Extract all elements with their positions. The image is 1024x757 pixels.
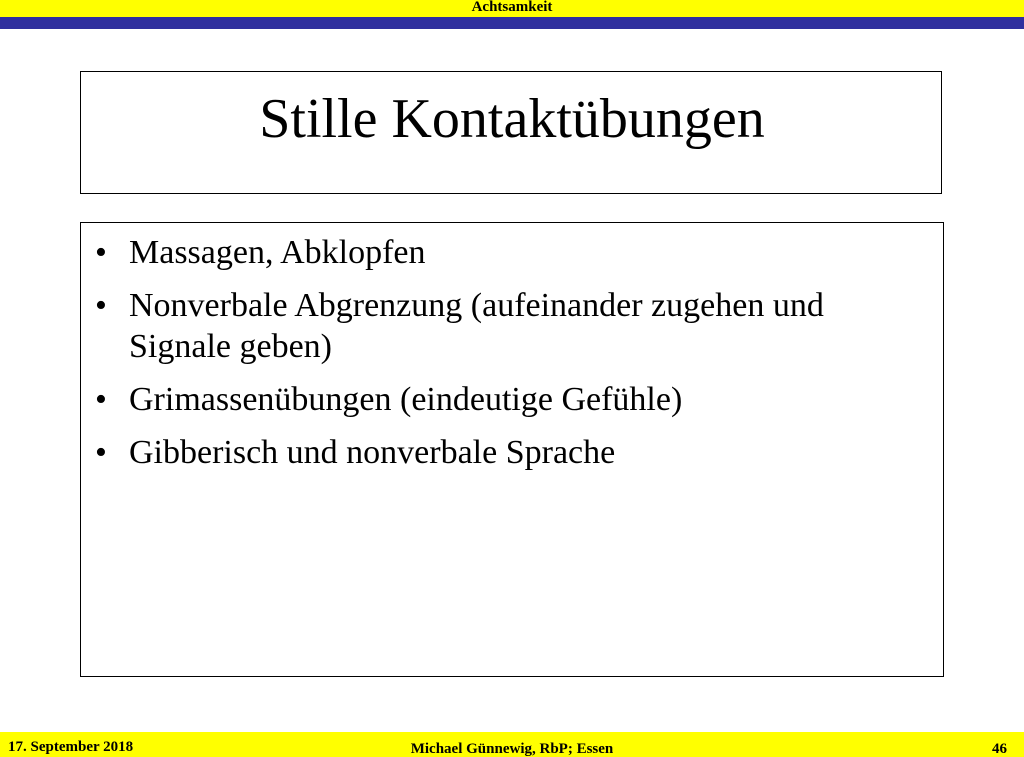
bullet-icon: • — [95, 234, 107, 271]
footer-date: 17. September 2018 — [8, 739, 134, 755]
bullet-text: Grimassenübungen (eindeutige Gefühle) — [129, 381, 683, 418]
header-rule — [0, 17, 1024, 29]
bullet-text: Massagen, Abklopfen — [129, 234, 426, 271]
bullet-text: Nonverbale Abgrenzung (aufeinander zugehen und Signale geben) — [129, 287, 824, 365]
slide-title: Stille Kontaktübungen — [259, 88, 765, 150]
bullet-item — [84, 285, 924, 367]
bullet-text: Gibberisch und nonverbale Sprache — [129, 434, 616, 471]
bullet-item — [84, 232, 924, 273]
footer-page-number: 46 — [992, 741, 1007, 757]
header-label: Achtsamkeit — [471, 0, 553, 15]
bullet-icon: • — [95, 381, 107, 418]
footer-author: Michael Günnewig, RbP; Essen — [410, 741, 614, 757]
bullet-list — [84, 232, 924, 485]
bullet-icon: • — [95, 434, 107, 471]
bullet-icon: • — [95, 287, 107, 324]
bullet-item — [84, 379, 924, 420]
bullet-item — [84, 432, 924, 473]
